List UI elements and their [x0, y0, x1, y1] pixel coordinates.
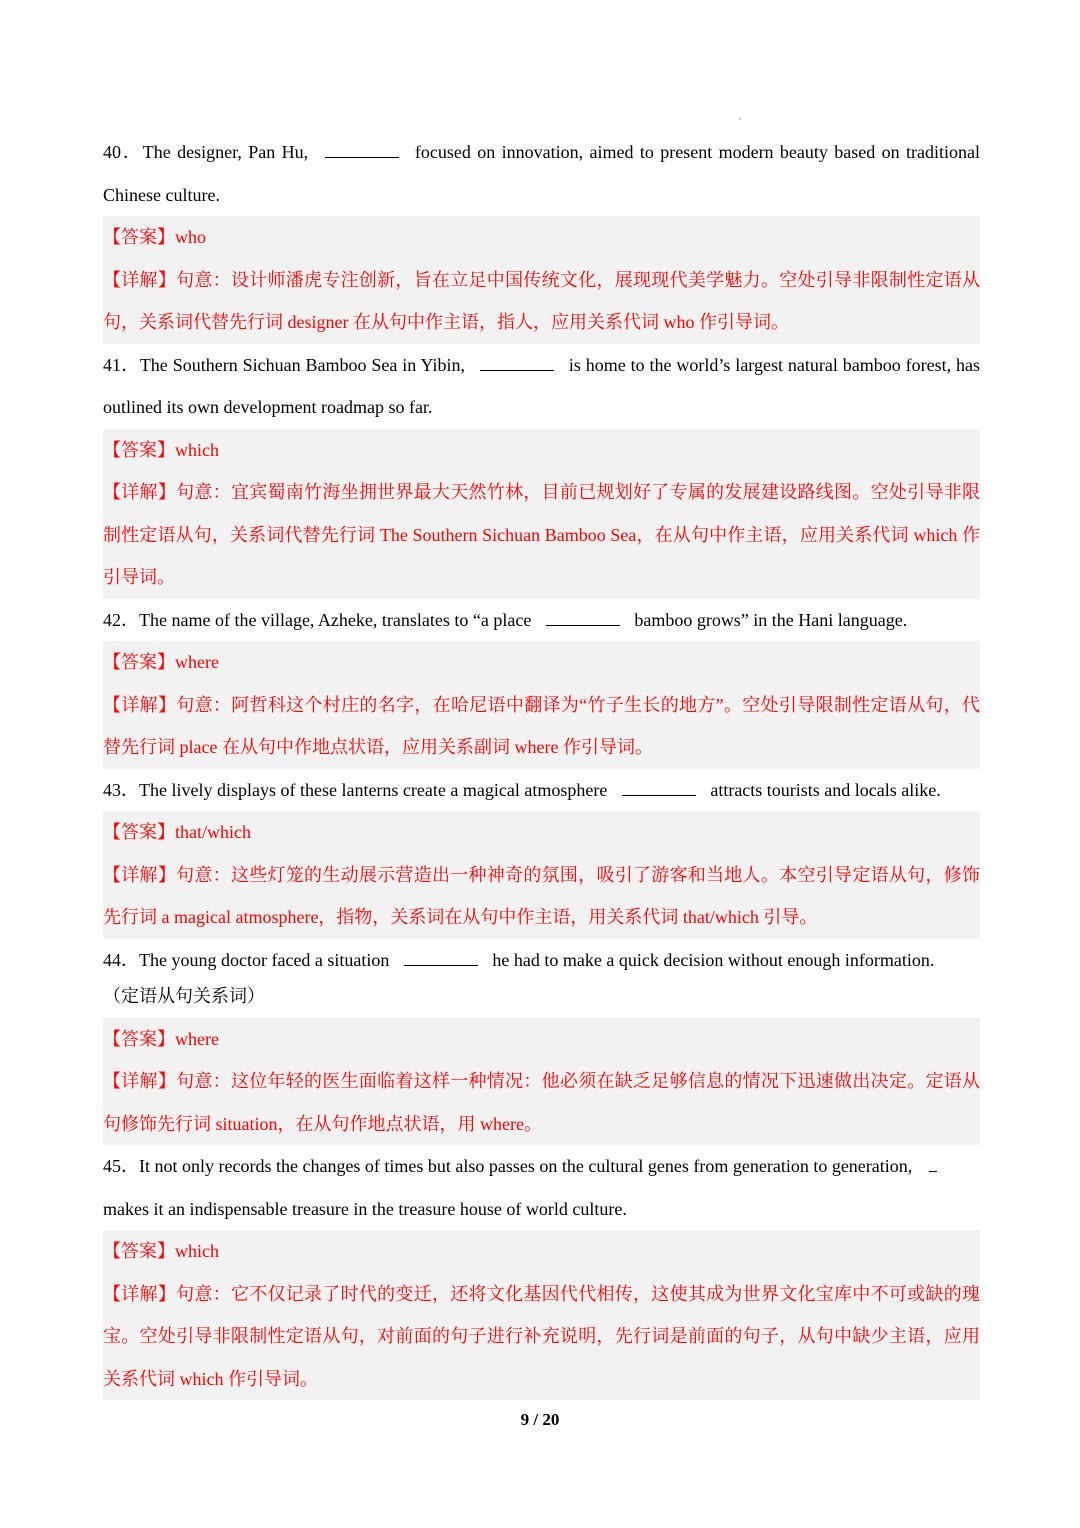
question-number: 42．: [103, 609, 139, 630]
answer-blank[interactable]: [622, 777, 696, 796]
question-text: 40．The designer, Pan Hu, focused on innovation, aimed to present modern beauty based on traditional Chinese culture.: [103, 131, 980, 216]
answer-box: [103, 216, 980, 259]
question-text: 43．The lively displays of these lanterns create a magical atmosphere attracts tourists and locals alike.: [103, 769, 980, 812]
explanation-box: [103, 471, 980, 599]
page-number: 9 / 20: [520, 1410, 560, 1429]
explanation-text: 句意：它不仅记录了时代的变迁，还将文化基因代代相传，这使其成为世界文化宝库中不可或缺的瑰宝。空处引导非限制性定语从句，对前面的句子进行补充说明，先行词是前面的句子，从句中缺少主语，应用关系代词 which 作引导词。: [103, 1283, 980, 1389]
explanation-tag: 【详解】: [103, 694, 177, 715]
question-41: [103, 344, 980, 599]
answer-value: who: [175, 227, 206, 247]
question-text: 41．The Southern Sichuan Bamboo Sea in Yibin, is home to the world’s largest natural bamboo forest, has outlined its own development roadmap so far.: [103, 344, 980, 429]
explanation-text: 句意：阿哲科这个村庄的名字，在哈尼语中翻译为“竹子生长的地方”。空处引导限制性定语从句，代替先行词 place 在从句中作地点状语，应用关系副词 where 作引导词。: [103, 694, 981, 757]
scan-speck: [739, 118, 741, 120]
question-hint: （定语从句关系词）: [103, 986, 265, 1006]
answer-box: [103, 641, 980, 684]
answer-blank[interactable]: [404, 947, 478, 966]
question-number: 40．: [103, 142, 143, 162]
answer-blank[interactable]: [480, 352, 554, 371]
question-list: [103, 131, 980, 1400]
answer-tag: 【答案】: [103, 652, 175, 672]
explanation-box: [103, 854, 980, 939]
answer-value: where: [175, 652, 219, 672]
question-42: [103, 599, 980, 769]
answer-blank[interactable]: [325, 139, 399, 158]
question-number: 44．: [103, 949, 139, 970]
question-40: [103, 131, 980, 344]
answer-tag: 【答案】: [103, 1241, 175, 1261]
question-43: [103, 769, 980, 939]
explanation-box: [103, 1060, 980, 1145]
answer-tag: 【答案】: [103, 822, 175, 842]
answer-box: [103, 1230, 980, 1273]
answer-box: [103, 811, 980, 854]
explanation-box: [103, 259, 980, 344]
answer-tag: 【答案】: [103, 439, 175, 460]
explanation-tag: 【详解】: [103, 1071, 177, 1091]
explanation-text: 句意：宜宾蜀南竹海坐拥世界最大天然竹林，目前已规划好了专属的发展建设路线图。空处引导非限制性定语从句，关系词代替先行词 The Southern Sichuan Bamboo Sea，在从句中作主语，应用关系代词 which 作引导词。: [103, 482, 980, 587]
answer-value: which: [175, 1241, 219, 1261]
answer-value: which: [175, 439, 219, 460]
explanation-box: [103, 1273, 980, 1401]
question-number: 43．: [103, 779, 139, 800]
question-44: [103, 939, 980, 1146]
answer-value: where: [175, 1028, 219, 1049]
answer-value: that/which: [175, 822, 251, 842]
explanation-text: 句意：设计师潘虎专注创新，旨在立足中国传统文化，展现现代美学魅力。空处引导非限制性定语从句，关系词代替先行词 designer 在从句中作主语，指人，应用关系代词 who 作引导词。: [103, 269, 980, 332]
question-text: 42．The name of the village, Azheke, translates to “a place bamboo grows” in the Hani language.: [103, 599, 980, 642]
question-number: 41．: [103, 354, 140, 375]
explanation-tag: 【详解】: [103, 864, 177, 885]
question-text: 45．It not only records the changes of times but also passes on the cultural genes from generation to generation, makes it an indispensable treasure in the treasure house of world culture.: [103, 1145, 980, 1230]
explanation-tag: 【详解】: [103, 1283, 177, 1304]
question-text: 44．The young doctor faced a situation he had to make a quick decision without enough information.: [103, 939, 980, 982]
explanation-box: [103, 684, 980, 769]
answer-blank[interactable]: [546, 607, 620, 626]
answer-blank[interactable]: [929, 1153, 937, 1172]
question-45: [103, 1145, 980, 1400]
answer-box: [103, 1018, 980, 1061]
explanation-text: 句意：这些灯笼的生动展示营造出一种神奇的氛围，吸引了游客和当地人。本空引导定语从句，修饰先行词 a magical atmosphere，指物，关系词在从句中作主语，用关系代词 that/which 引导。: [103, 864, 980, 927]
question-number: 45．: [103, 1156, 139, 1176]
answer-tag: 【答案】: [103, 1028, 175, 1049]
explanation-text: 句意：这位年轻的医生面临着这样一种情况：他必须在缺乏足够信息的情况下迅速做出决定。定语从句修饰先行词 situation，在从句作地点状语，用 where。: [103, 1071, 980, 1134]
explanation-tag: 【详解】: [103, 482, 177, 502]
answer-box: [103, 429, 980, 472]
explanation-tag: 【详解】: [103, 269, 177, 290]
answer-tag: 【答案】: [103, 227, 175, 247]
